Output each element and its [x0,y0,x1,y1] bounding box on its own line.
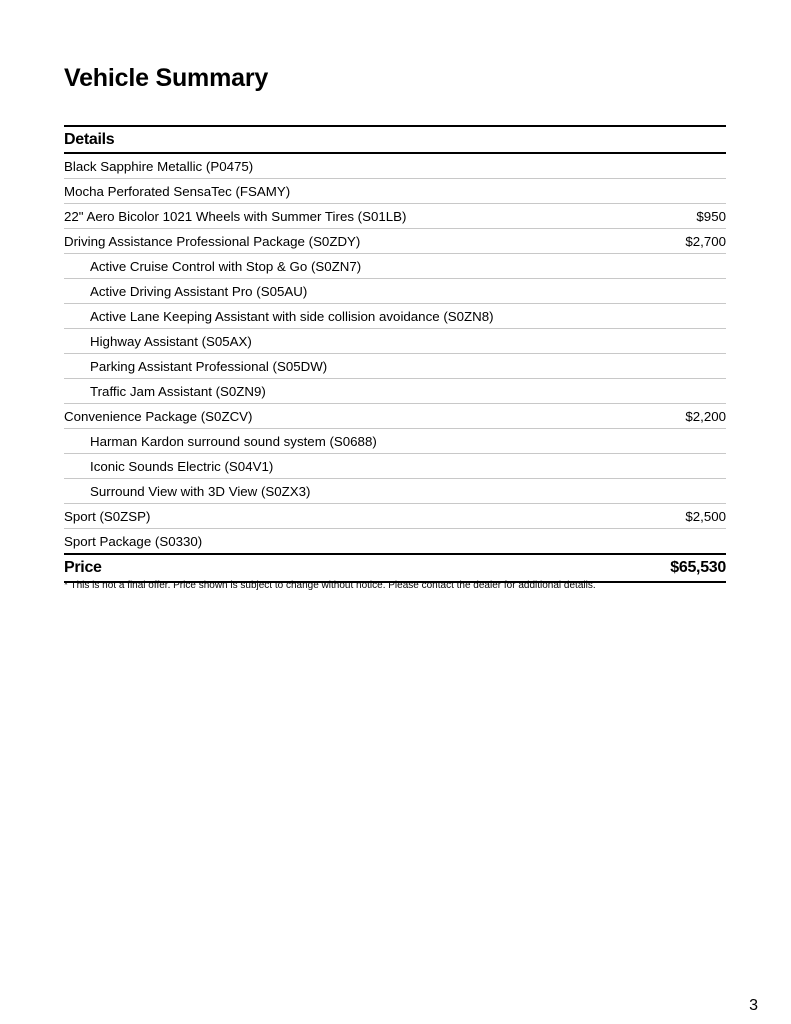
item-price: $2,500 [685,508,726,524]
vehicle-summary-table [64,125,726,583]
page-title: Vehicle Summary [64,64,269,92]
table-row [64,329,726,354]
item-label: Iconic Sounds Electric (S04V1) [90,458,274,474]
details-header: Details [64,125,726,154]
item-label: Highway Assistant (S05AX) [90,333,252,349]
item-label: Driving Assistance Professional Package (S0ZDY) [64,233,361,249]
table-row [64,254,726,279]
table-row [64,504,726,529]
table-row [64,279,726,304]
item-label: Convenience Package (S0ZCV) [64,408,253,424]
item-label: Surround View with 3D View (S0ZX3) [90,483,311,499]
table-row [64,179,726,204]
item-label: Harman Kardon surround sound system (S0688) [90,433,377,449]
item-label: Active Lane Keeping Assistant with side collision avoidance (S0ZN8) [90,308,494,324]
table-row [64,479,726,504]
table-row [64,404,726,429]
table-row [64,204,726,229]
disclaimer: * This is not a final offer. Price shown is subject to change without notice. Please contact the dealer for additional details. [64,580,596,591]
item-price: $2,700 [685,233,726,249]
item-label: Mocha Perforated SensaTec (FSAMY) [64,183,291,199]
item-label: 22" Aero Bicolor 1021 Wheels with Summer Tires (S01LB) [64,208,407,224]
table-row [64,229,726,254]
page-number: 3 [749,997,758,1014]
item-price: $2,200 [685,408,726,424]
table-row [64,304,726,329]
table-row [64,529,726,553]
item-label: Black Sapphire Metallic (P0475) [64,158,254,174]
item-label: Traffic Jam Assistant (S0ZN9) [90,383,266,399]
item-label: Sport Package (S0330) [64,533,203,549]
item-label: Parking Assistant Professional (S05DW) [90,358,328,374]
item-label: Sport (S0ZSP) [64,508,151,524]
table-row [64,379,726,404]
item-price: $950 [696,208,726,224]
item-label: Active Cruise Control with Stop & Go (S0ZN7) [90,258,362,274]
table-row [64,429,726,454]
table-row [64,154,726,179]
table-row [64,454,726,479]
table-row [64,354,726,379]
total-price-label: Price [64,559,102,576]
total-price-value: $65,530 [670,559,726,576]
item-label: Active Driving Assistant Pro (S05AU) [90,283,308,299]
